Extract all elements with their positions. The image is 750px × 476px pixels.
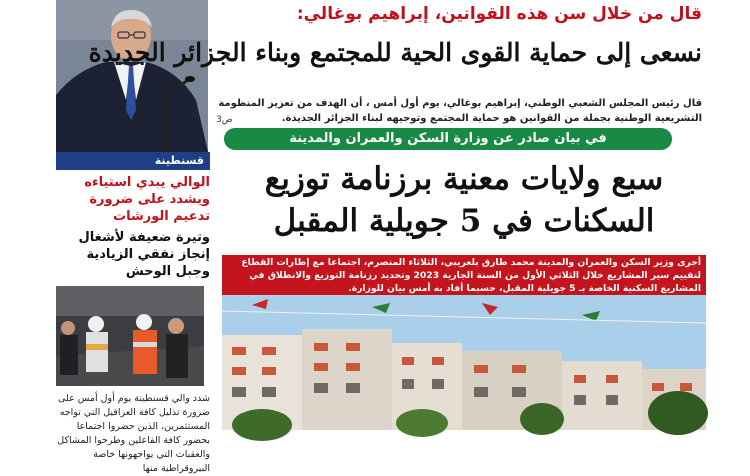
top-story-kicker: قال من خلال سن هذه القوانين، إبراهيم بوغالي: — [296, 4, 702, 24]
section-label: قسنطينة — [56, 152, 210, 170]
main-headline-line-1: سبع ولايات معنية برزنامة توزيع — [264, 161, 664, 197]
page-reference: ص3 — [216, 115, 233, 125]
left-story-body: شدد والي قسنطينة يوم أول أمس على ضرورة تذليل كافة العراقيل التي تواجه المستثمرين، الذين حضروا اجتماعا بحضور كافة الفاعلين وطرحوا المشاكل والعقبات التي يواجهونها خاصة البيروقراطية منها — [57, 393, 210, 474]
left-story-headline: الوالي يبدي استياءه ويشدد على ضرورة تدعيم الورشات — [84, 175, 210, 224]
main-story-lede: أجرى وزير السكن والعمران والمدينة محمد طارق بلعريبي، الثلاثاء المنصرم، اجتماعا مع إطارات القطاع لتقييم سير المشاريع خلال الثلاثي الأول من السنة الجارية 2023 وتحديد رزنامة التوزيع والانطلاق في المشاريع السكنية الخاصة بـ 5 جويلية المقبل، حسبما أفاد به أمس بيان للوزارة. — [222, 255, 706, 295]
main-headline-line-2: السكنات في 5 جويلية المقبل — [273, 203, 655, 239]
main-story-headline — [222, 158, 706, 242]
site-visit-photo — [56, 286, 204, 386]
left-news-column — [56, 152, 210, 474]
official-portrait-photo — [56, 0, 208, 152]
main-story-strap: في بيان صادر عن وزارة السكن والعمران والمدينة — [224, 128, 672, 150]
top-story-headline: نسعى إلى حماية القوى الحية للمجتمع وبناء الجزائر الجديدة — [88, 38, 702, 67]
housing-buildings-photo — [222, 295, 706, 430]
top-story-lede: قال رئيس المجلس الشعبي الوطني، إبراهيم بوغالي، يوم أول أمس ، أن الهدف من تعزيز المنظومة التشريعية الوطنية بجملة من القوانين هو حماية المجتمع وتوجيهه لبناء الجزائر الجديدة. — [218, 98, 702, 124]
left-story-subhead: وتيرة ضعيفة لأشغال إنجاز نفقي الزيادية وجبل الوحش — [78, 230, 210, 279]
